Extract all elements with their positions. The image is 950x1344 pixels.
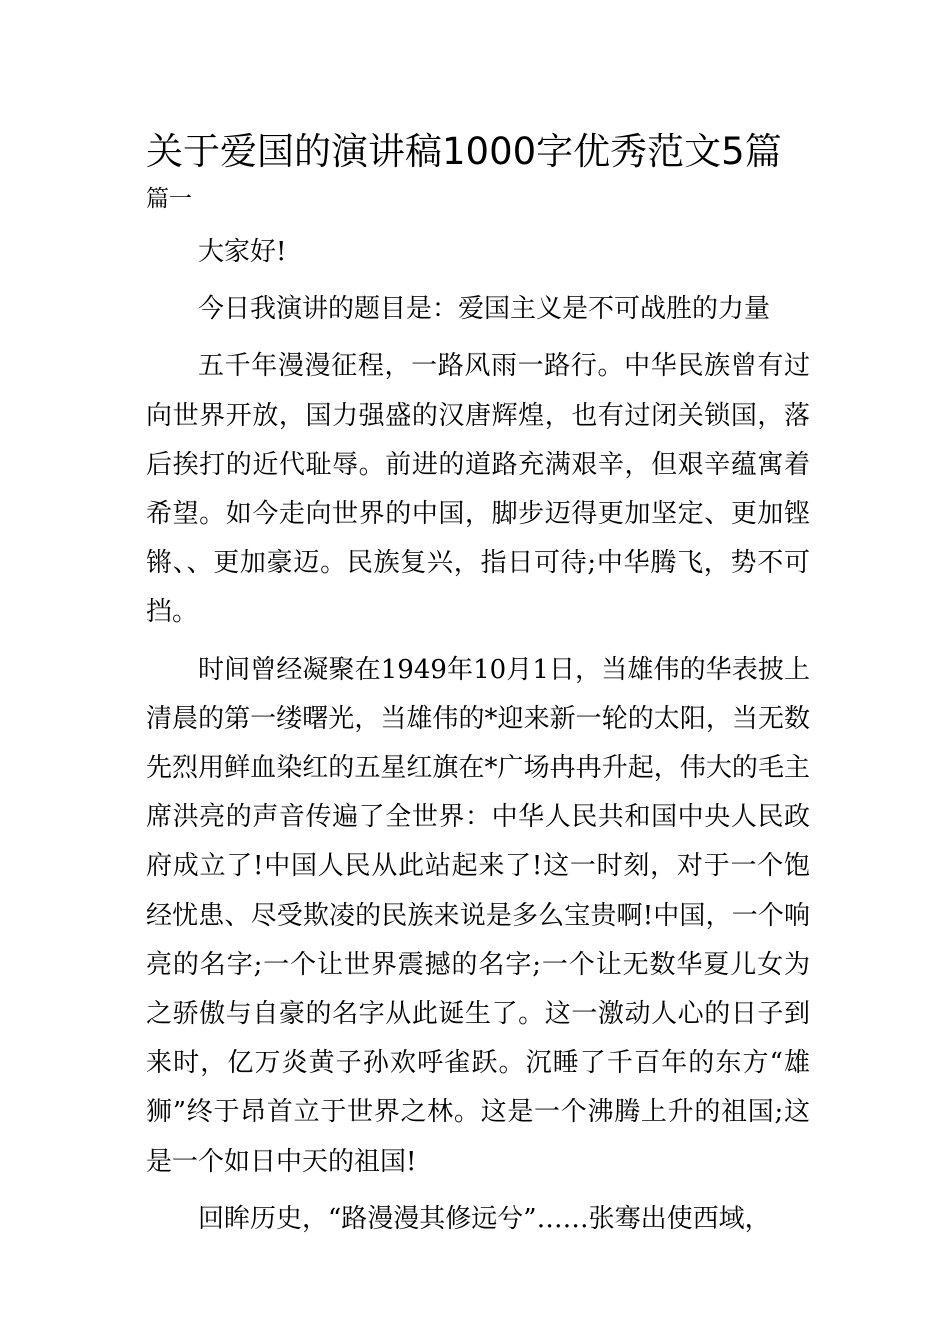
paragraph-topic: 今日我演讲的题目是：爱国主义是不可战胜的力量: [198, 294, 771, 325]
section-label: 篇一: [146, 186, 192, 212]
document-title: 关于爱国的演讲稿1000字优秀范文5篇: [146, 130, 782, 173]
document-body: [146, 228, 810, 1252]
paragraph-founding: 时间曾经凝聚在1949年10月1日，当雄伟的华表披上清晨的第一缕曙光，当雄伟的*迎来新一轮的太阳，当无数先烈用鲜血染红的五星红旗在*广场冉冉升起，伟大的毛主席洪亮的声音传遍了全世界：中华人民共和国中央人民政府成立了!中国人民从此站起来了!这一时刻，对于一个饱经忧患、尽受欺凌的民族来说是多么宝贵啊!中国，一个响亮的名字;一个让世界震撼的名字;一个让无数华夏儿女为之骄傲与自豪的名字从此诞生了。这一激动人心的日子到来时，亿万炎黄子孙欢呼雀跃。沉睡了千百年的东方“雄狮”终于昂首立于世界之林。这是一个沸腾上升的祖国;这是一个如日中天的祖国!: [146, 654, 810, 1177]
paragraph-history: 五千年漫漫征程，一路风雨一路行。中华民族曾有过向世界开放，国力强盛的汉唐辉煌，也有过闭关锁国，落后挨打的近代耻辱。前进的道路充满艰辛，但艰辛蕴寓着希望。如今走向世界的中国，脚步迈得更加坚定、更加铿锵、、更加豪迈。民族复兴，指日可待;中华腾飞，势不可挡。: [146, 351, 810, 628]
paragraph-greeting: 大家好!: [198, 237, 287, 267]
paragraph-retrospect: 回眸历史，“路漫漫其修远兮”……张骞出使西域，: [198, 1203, 771, 1234]
